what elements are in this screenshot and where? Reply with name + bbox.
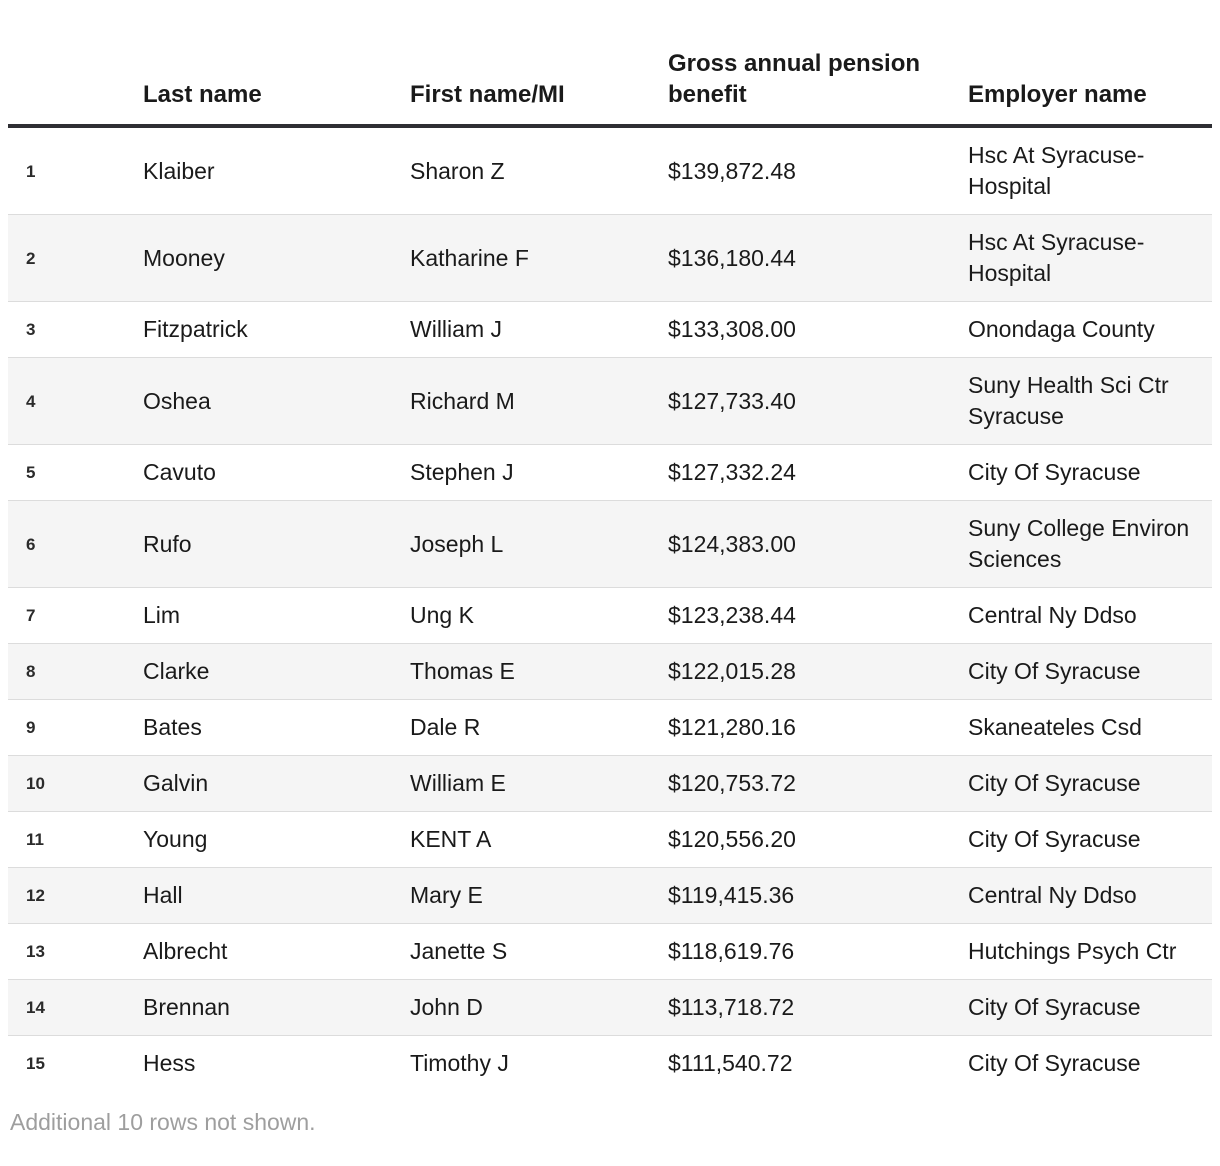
first-name-cell: Mary E	[410, 882, 483, 908]
benefit-cell: $113,718.72	[668, 994, 795, 1020]
last-name-cell: Bates	[143, 714, 202, 740]
last-name-cell: Oshea	[143, 387, 211, 414]
employer-cell: City Of Syracuse	[968, 770, 1141, 796]
benefit-cell: $121,280.16	[668, 714, 796, 740]
last-name-cell: Hess	[143, 1050, 196, 1076]
last-name-cell: Albrecht	[143, 938, 228, 964]
first-name-cell: Joseph L	[410, 530, 504, 557]
row-number-cell: 15	[26, 1054, 45, 1073]
benefit-cell: $127,332.24	[668, 459, 796, 485]
employer-cell: Central Ny Ddso	[968, 602, 1137, 628]
table-row	[8, 358, 1212, 445]
table-row	[8, 644, 1212, 700]
row-number-cell: 4	[26, 391, 36, 411]
benefit-cell: $123,238.44	[668, 602, 796, 628]
table-row	[8, 126, 1212, 215]
pension-table	[8, 0, 1212, 1091]
first-name-cell: William E	[410, 770, 506, 796]
table-row	[8, 868, 1212, 924]
table-row	[8, 1036, 1212, 1092]
employer-cell: Suny Health Sci Ctr Syracuse	[968, 372, 1169, 429]
employer-cell: Hsc At Syracuse-Hospital	[968, 142, 1145, 199]
employer-cell: Central Ny Ddso	[968, 882, 1137, 908]
employer-cell: Suny College Environ Sciences	[968, 515, 1190, 572]
last-name-cell: Lim	[143, 602, 181, 628]
table-row	[8, 812, 1212, 868]
table-row	[8, 501, 1212, 588]
first-name-cell: Timothy J	[410, 1050, 509, 1076]
footnote-text: Additional 10 rows not shown.	[10, 1109, 316, 1135]
benefit-cell: $124,383.00	[668, 530, 796, 557]
row-number-cell: 7	[26, 606, 36, 625]
first-name-cell: John D	[410, 994, 483, 1020]
row-number-cell: 10	[26, 774, 45, 793]
last-name-cell: Hall	[143, 882, 183, 908]
row-number-cell: 1	[26, 161, 36, 181]
benefit-cell: $136,180.44	[668, 244, 796, 271]
row-number-cell: 6	[26, 534, 36, 554]
table-body	[8, 126, 1212, 1091]
first-name-cell: Sharon Z	[410, 157, 505, 184]
row-number-cell: 2	[26, 248, 36, 268]
first-name-cell: Thomas E	[410, 658, 515, 684]
benefit-cell: $118,619.76	[668, 938, 795, 964]
row-number-cell: 5	[26, 463, 36, 482]
table-row	[8, 215, 1212, 302]
table-row	[8, 445, 1212, 501]
benefit-cell: $111,540.72	[668, 1050, 793, 1076]
last-name-cell: Klaiber	[143, 157, 215, 184]
employer-cell: City Of Syracuse	[968, 826, 1141, 852]
benefit-cell: $139,872.48	[668, 157, 796, 184]
employer-cell: Hsc At Syracuse-Hospital	[968, 229, 1145, 286]
last-name-cell: Rufo	[143, 530, 192, 557]
header-row	[8, 0, 1212, 126]
table-header	[8, 0, 1212, 126]
col-header-last-name: Last name	[143, 0, 410, 126]
first-name-cell: Katharine F	[410, 244, 529, 271]
employer-cell: Onondaga County	[968, 316, 1155, 342]
employer-cell: City Of Syracuse	[968, 658, 1141, 684]
employer-cell: City Of Syracuse	[968, 459, 1141, 485]
first-name-cell: Janette S	[410, 938, 508, 964]
last-name-cell: Fitzpatrick	[143, 316, 248, 342]
benefit-cell: $120,753.72	[668, 770, 796, 796]
employer-cell: Skaneateles Csd	[968, 714, 1142, 740]
row-number-cell: 3	[26, 320, 36, 339]
last-name-cell: Young	[143, 826, 208, 852]
benefit-cell: $120,556.20	[668, 826, 796, 852]
table-row	[8, 588, 1212, 644]
table-row	[8, 980, 1212, 1036]
col-header-employer-name: Employer name	[968, 0, 1212, 126]
employer-cell: City Of Syracuse	[968, 1050, 1141, 1076]
first-name-cell: William J	[410, 316, 502, 342]
row-number-cell: 11	[26, 830, 44, 849]
first-name-cell: KENT A	[410, 826, 492, 852]
table-row	[8, 302, 1212, 358]
row-number-cell: 13	[26, 942, 45, 961]
table-row	[8, 700, 1212, 756]
first-name-cell: Richard M	[410, 387, 515, 414]
table-row	[8, 924, 1212, 980]
first-name-cell: Dale R	[410, 714, 481, 740]
last-name-cell: Mooney	[143, 244, 225, 271]
last-name-cell: Cavuto	[143, 459, 216, 485]
benefit-cell: $119,415.36	[668, 882, 795, 908]
benefit-cell: $127,733.40	[668, 387, 796, 414]
benefit-cell: $122,015.28	[668, 658, 796, 684]
last-name-cell: Brennan	[143, 994, 230, 1020]
last-name-cell: Clarke	[143, 658, 210, 684]
first-name-cell: Ung K	[410, 602, 474, 628]
col-header-first-name: First name/MI	[410, 0, 668, 126]
col-header-pension-benefit: Gross annual pension benefit	[668, 0, 968, 126]
employer-cell: City Of Syracuse	[968, 994, 1141, 1020]
row-number-cell: 9	[26, 718, 36, 737]
last-name-cell: Galvin	[143, 770, 209, 796]
employer-cell: Hutchings Psych Ctr	[968, 938, 1177, 964]
benefit-cell: $133,308.00	[668, 316, 796, 342]
row-number-cell: 12	[26, 886, 45, 905]
table-row	[8, 756, 1212, 812]
row-number-cell: 14	[26, 998, 45, 1017]
first-name-cell: Stephen J	[410, 459, 514, 485]
col-header-row-number	[8, 0, 143, 126]
row-number-cell: 8	[26, 662, 36, 681]
